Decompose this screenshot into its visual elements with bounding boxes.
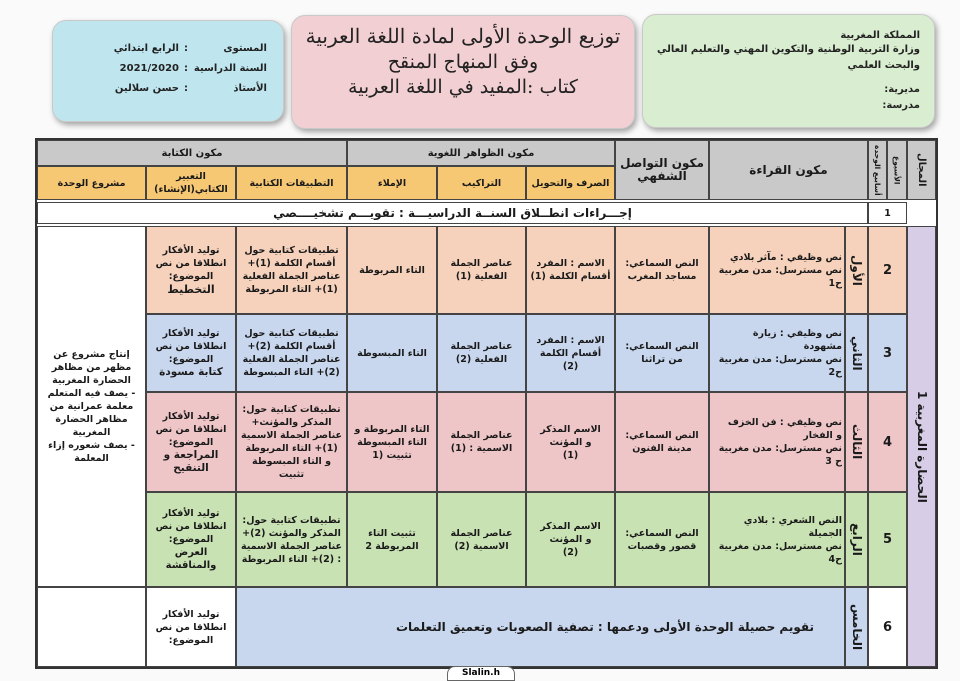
reading-cell: نص وظيفي : زيارة مشهودة نص مسترسل: مدن مغربية ح2 <box>709 314 845 392</box>
year-line: السنة الدراسية:2021/2020 <box>119 63 267 74</box>
week-label: الرابع <box>845 492 868 587</box>
teacher-info-box <box>52 20 284 122</box>
row-number: 5 <box>868 492 907 587</box>
level-line: المستوى:الرابع ابتدائي <box>113 43 267 54</box>
subheader-dictation: الإملاء <box>347 166 437 200</box>
unit-project: إنتاج مشروع عن مظهر من مظاهر الحضارة المغربية - يصف فيه المتعلم معلمة عمرانية من مظاهر الحضارة المغربية - يصف شعوره إزاء المعلمة <box>37 226 146 587</box>
oral-cell: النص السماعي: مدينة الفنون <box>615 392 709 492</box>
composition-topic: التخطيط <box>167 283 215 296</box>
reading-cell: النص الشعري : بلادي الجميلة نص مسترسل: مدن مغربية ح4 <box>709 492 845 587</box>
directorate-label: مديرية: <box>884 84 920 95</box>
header-field: المجال <box>907 140 936 200</box>
reading-cell: نص وظيفي : فن الخزف و الفخار نص مسترسل: مدن مغربية ح 3 <box>709 392 845 492</box>
week-label: الثاني <box>845 314 868 392</box>
subheader-morphology: الصرف والتحويل <box>526 166 615 200</box>
author-signature: Slalin.h <box>447 666 515 681</box>
header-reading: مكون القراءة <box>709 140 868 200</box>
morphology-cell: الاسم المذكر و المؤنث (1) <box>526 392 615 492</box>
dictation-cell: التاء المربوطة و التاء المبسوطة تثبيت (1 <box>347 392 437 492</box>
kingdom-name: المملكة المغربية <box>840 30 920 41</box>
document-title: توزيع الوحدة الأولى لمادة اللغة العربية <box>305 24 621 48</box>
syntax-cell: عناصر الجملة الفعلية (2) <box>437 314 526 392</box>
subheader-syntax: التراكيب <box>437 166 526 200</box>
syntax-cell: عناصر الجملة الفعلية (1) <box>437 226 526 314</box>
writing-apps-cell: تطبيقات كتابية حول: المذكر والمؤنث+ عناصر الجملة الاسمية (1)+ التاء المربوطة و التاء المبسوطة تثبيت <box>236 392 347 492</box>
dictation-cell: تثبيت التاء المربوطة 2 <box>347 492 437 587</box>
header-unit-weeks: أسابيع الوحدة <box>868 140 887 200</box>
oral-cell: النص السماعي: قصور وقصبات <box>615 492 709 587</box>
teacher-line: الأستاذ:حسن سلالين <box>114 83 267 94</box>
subheader-project: مشروع الوحدة <box>37 166 146 200</box>
composition-cell: توليد الأفكار انطلاقا من نص الموضوع: العرض والمناقشة <box>146 492 236 587</box>
composition-cell: توليد الأفكار انطلاقا من نص الموضوع: المراجعة و التنقيح <box>146 392 236 492</box>
week-label: الأول <box>845 226 868 314</box>
document-subtitle: وفق المنهاج المنقح <box>387 51 539 73</box>
title-box <box>291 15 635 129</box>
header-oral: مكون التواصل الشفهي <box>615 140 709 200</box>
year-value: 2021/2020 <box>119 63 179 74</box>
composition-cell: توليد الأفكار انطلاقا من نص الموضوع: كتابة مسودة <box>146 314 236 392</box>
composition-cell: توليد الأفكار انطلاقا من نص الموضوع: التخطيط <box>146 226 236 314</box>
ministry-box <box>642 14 935 128</box>
subheader-writing-apps: التطبيقات الكتابية <box>236 166 347 200</box>
composition-cell: توليد الأفكار انطلاقا من نص الموضوع: <box>146 587 236 667</box>
oral-cell: النص السماعي: من تراثنا <box>615 314 709 392</box>
subheader-composition: التعبير الكتابي(الإنشاء) <box>146 166 236 200</box>
oral-cell: النص السماعي: مساجد المغرب <box>615 226 709 314</box>
textbook-name: كتاب :المفيد في اللغة العربية <box>348 76 578 98</box>
morphology-cell: الاسم المذكر و المؤنث (2) <box>526 492 615 587</box>
writing-apps-cell: تطبيقات كتابية حول: المذكر والمؤنث (2)+ عناصر الجملة الاسمية : (2)+ التاء المربوطة <box>236 492 347 587</box>
writing-apps-cell: تطبيقات كتابية حول أقسام الكلمة (2)+ عناصر الجملة الفعلية (2)+ التاء المبسوطة <box>236 314 347 392</box>
distribution-table <box>35 138 938 669</box>
header-language-phenomena: مكون الظواهر اللغوية <box>347 140 615 166</box>
unit-evaluation-row: تقويم حصيلة الوحدة الأولى ودعمها : تصفية الصعوبات وتعميق التعلمات <box>236 587 845 667</box>
reading-cell: نص وظيفي : مآثر بلادي نص مسترسل: مدن مغربية ح1 <box>709 226 845 314</box>
teacher-value: حسن سلالين <box>114 83 179 94</box>
week-label: الثالث <box>845 392 868 492</box>
ministry-name: وزارة التربية الوطنية والتكوين المهني والتعليم العالي <box>656 44 920 55</box>
dictation-cell: التاء المبسوطة <box>347 314 437 392</box>
level-value: الرابع ابتدائي <box>113 43 179 54</box>
header-week: الأسبوع <box>887 140 907 200</box>
composition-topic: كتابة مسودة <box>159 366 223 378</box>
syntax-cell: عناصر الجملة الاسمية : (1) <box>437 392 526 492</box>
header-writing: مكون الكتابة <box>37 140 347 166</box>
school-label: مدرسة: <box>882 100 920 111</box>
field-name: الحضارة المغربية 1 <box>907 226 936 667</box>
composition-topic: المراجعة و التنقيح <box>163 448 219 474</box>
project-empty-cell <box>37 587 146 667</box>
syntax-cell: عناصر الجملة الاسمية (2) <box>437 492 526 587</box>
ministry-name-cont: والبحث العلمي <box>847 60 920 71</box>
row-number: 3 <box>868 314 907 392</box>
morphology-cell: الاسم : المفرد أقسام الكلمة (1) <box>526 226 615 314</box>
composition-topic: العرض والمناقشة <box>165 547 217 571</box>
writing-apps-cell: تطبيقات كتابية حول أقسام الكلمة (1)+ عناصر الجملة الفعلية (1)+ التاء المربوطة <box>236 226 347 314</box>
row-number: 1 <box>868 202 907 224</box>
row-number: 6 <box>868 587 907 667</box>
diagnostic-evaluation-row: إجـــراءات انطــلاق السنــة الدراسيـــة : تقويـــم تشخيــــصي <box>37 202 868 224</box>
row-number: 2 <box>868 226 907 314</box>
week-label: الخامس <box>845 587 868 667</box>
row-number: 4 <box>868 392 907 492</box>
dictation-cell: التاء المربوطة <box>347 226 437 314</box>
morphology-cell: الاسم : المفرد أقسام الكلمة (2) <box>526 314 615 392</box>
